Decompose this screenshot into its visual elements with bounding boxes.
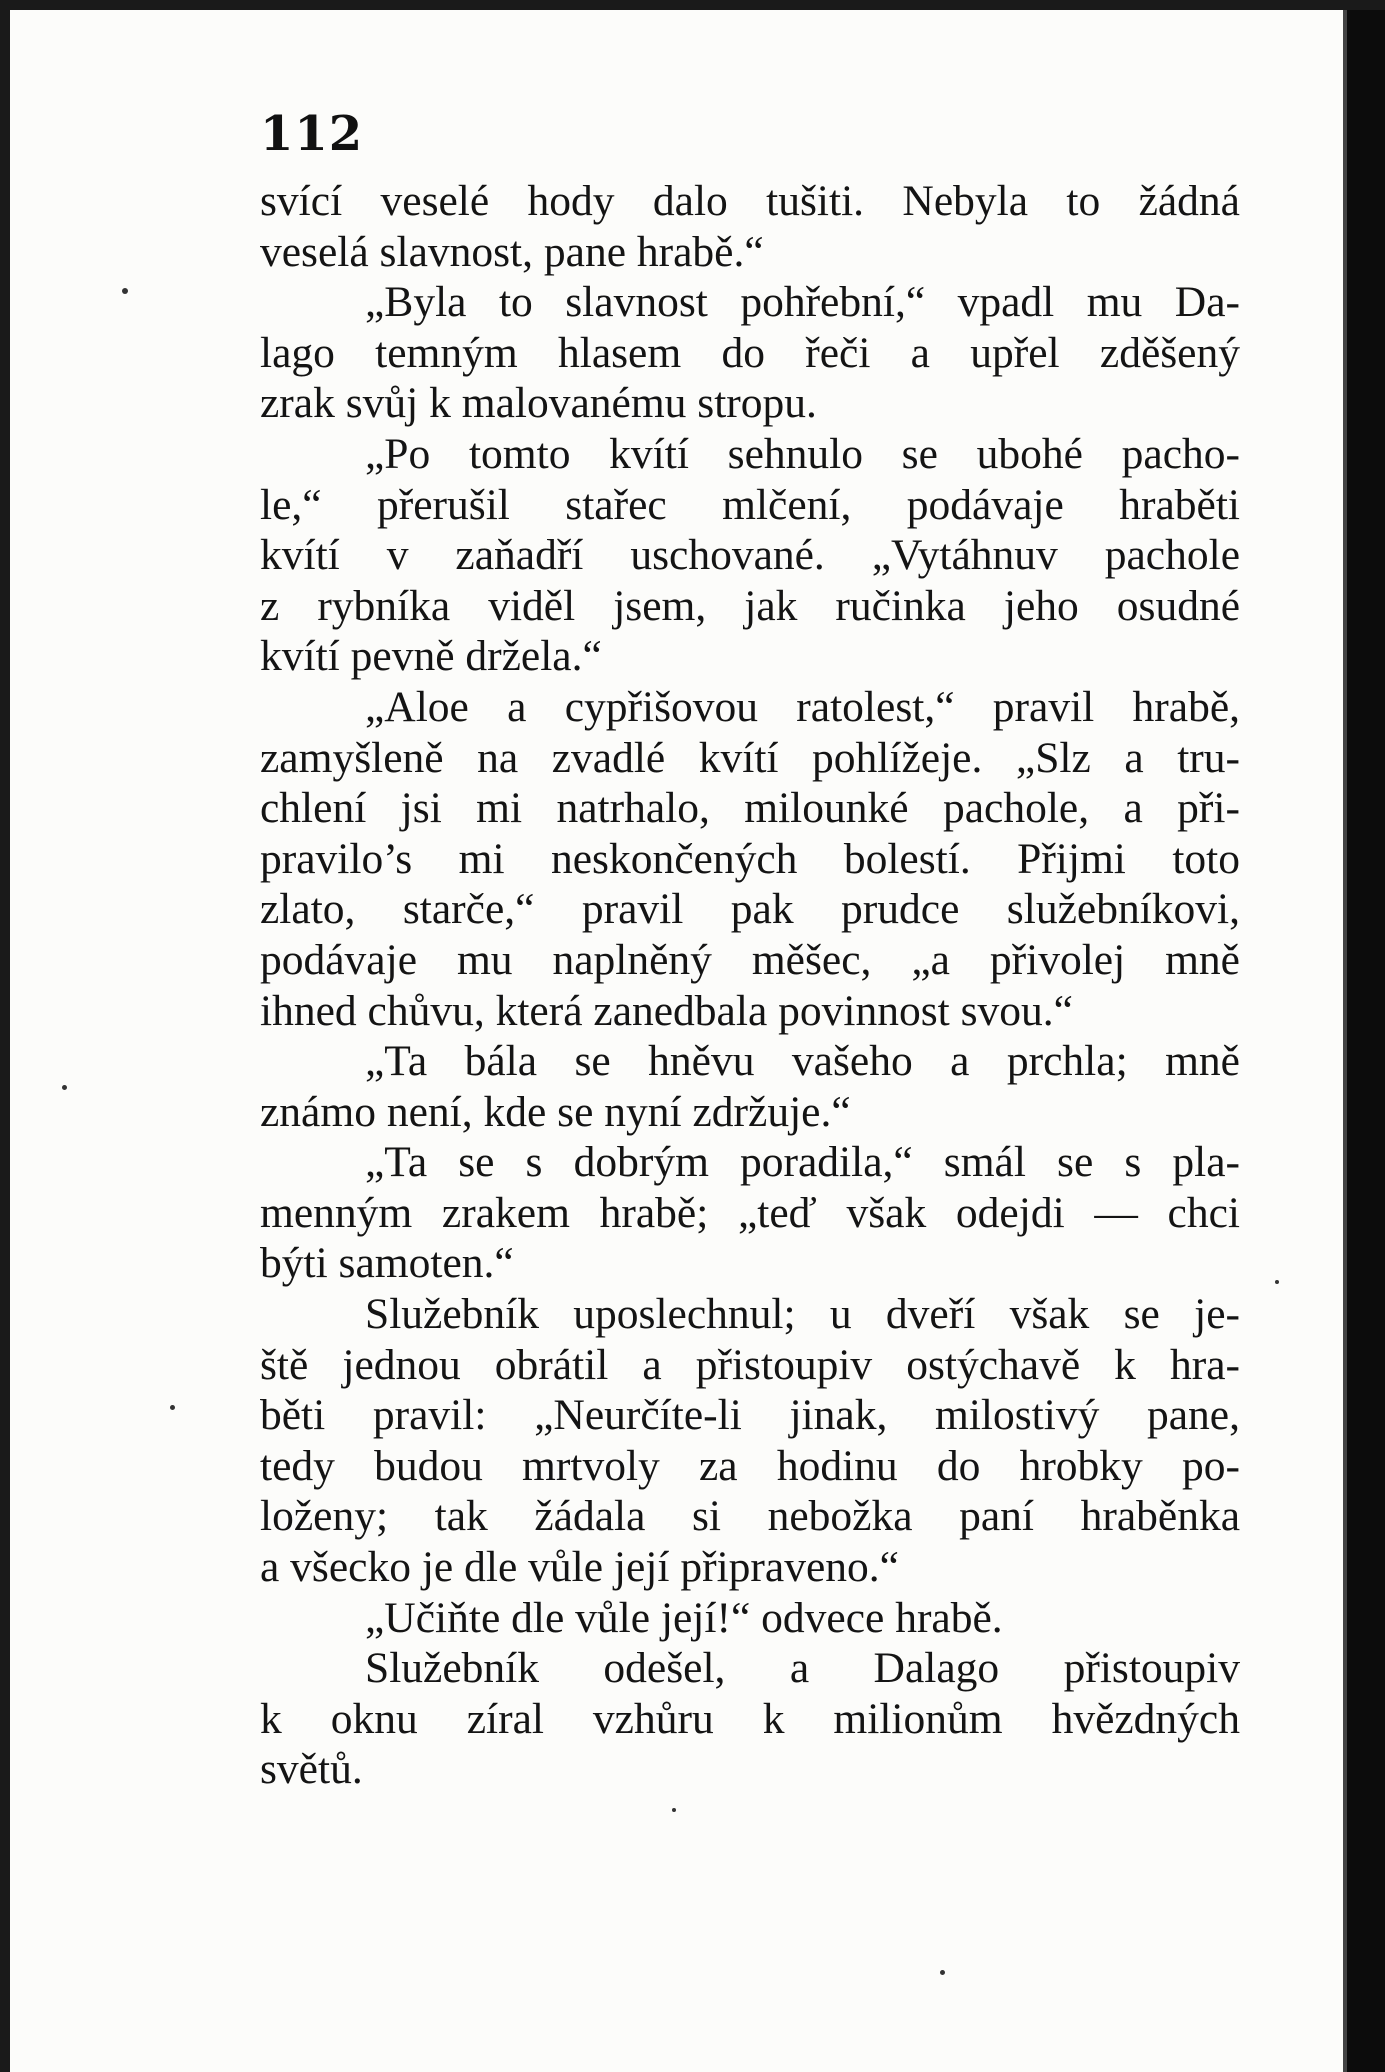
text-line: zlato, starče,“ pravil pak prudce služebníkovi, [260,885,1240,934]
text-line: veselá slavnost, pane hrabě.“ [260,227,764,276]
page-edge [1347,10,1385,2072]
text-line: „Byla to slavnost pohřební,“ vpadl mu Da- [365,278,1240,327]
text-line: Služebník odešel, a Dalago přistoupiv [365,1644,1240,1693]
text-line: chlení jsi mi natrhalo, milounké pachole, a při- [260,784,1240,833]
text-line: zamyšleně na zvadlé kvítí pohlížeje. „Slz a tru- [260,733,1240,782]
text-line: menným zrakem hrabě; „teď však odejdi — chci [260,1188,1240,1237]
text-line: „Aloe a cypřišovou ratolest,“ pravil hrabě, [365,682,1240,731]
print-speck [170,1405,175,1410]
text-line: „Ta bála se hněvu vašeho a prchla; mně [365,1037,1240,1086]
print-speck [122,288,128,294]
print-speck [1275,1280,1279,1284]
text-line: známo není, kde se nyní zdržuje.“ [260,1087,851,1136]
text-line: ihned chůvu, která zanedbala povinnost svou.“ [260,986,1073,1035]
text-line: Služebník uposlechnul; u dveří však se je- [365,1290,1240,1339]
text-line: „Učiňte dle vůle její!“ odvece hrabě. [365,1593,1003,1642]
body-text [260,176,1240,1795]
text-line: kvítí pevně držela.“ [260,632,602,681]
text-line: ště jednou obrátil a přistoupiv ostýchavě k hra- [260,1340,1240,1389]
text-line: le,“ přerušil stařec mlčení, podávaje hraběti [260,480,1240,529]
text-line: pravilo’s mi neskončených bolestí. Přijmi toto [260,834,1240,883]
text-line: loženy; tak žádala si nebožka paní hraběnka [260,1492,1240,1541]
text-line: lago temným hlasem do řeči a upřel zděšený [260,328,1240,377]
text-line: běti pravil: „Neurčíte-li jinak, milostivý pane, [260,1391,1240,1440]
text-line: a všecko je dle vůle její připraveno.“ [260,1543,899,1592]
text-line: podávaje mu naplněný měšec, „a přivolej mně [260,935,1240,984]
page-number: 112 [260,106,364,162]
text-line: zrak svůj k malovanému stropu. [260,379,817,428]
text-line: světů. [260,1745,363,1794]
text-line: tedy budou mrtvoly za hodinu do hrobky po- [260,1441,1240,1490]
text-line: kvítí v zaňadří uschované. „Vytáhnuv pachole [260,531,1240,580]
text-line: svící veselé hody dalo tušiti. Nebyla to žádná [260,177,1240,225]
print-speck [672,1808,676,1812]
print-speck [62,1085,67,1090]
text-line: býti samoten.“ [260,1239,514,1288]
text-line: „Ta se s dobrým poradila,“ smál se s pla- [365,1138,1240,1187]
text-line: k oknu zíral vzhůru k milionům hvězdných [260,1694,1240,1743]
text-line: z rybníka viděl jsem, jak ručinka jeho osudné [260,581,1240,630]
print-speck [940,1970,945,1975]
text-line: „Po tomto kvítí sehnulo se ubohé pacho- [365,429,1240,478]
